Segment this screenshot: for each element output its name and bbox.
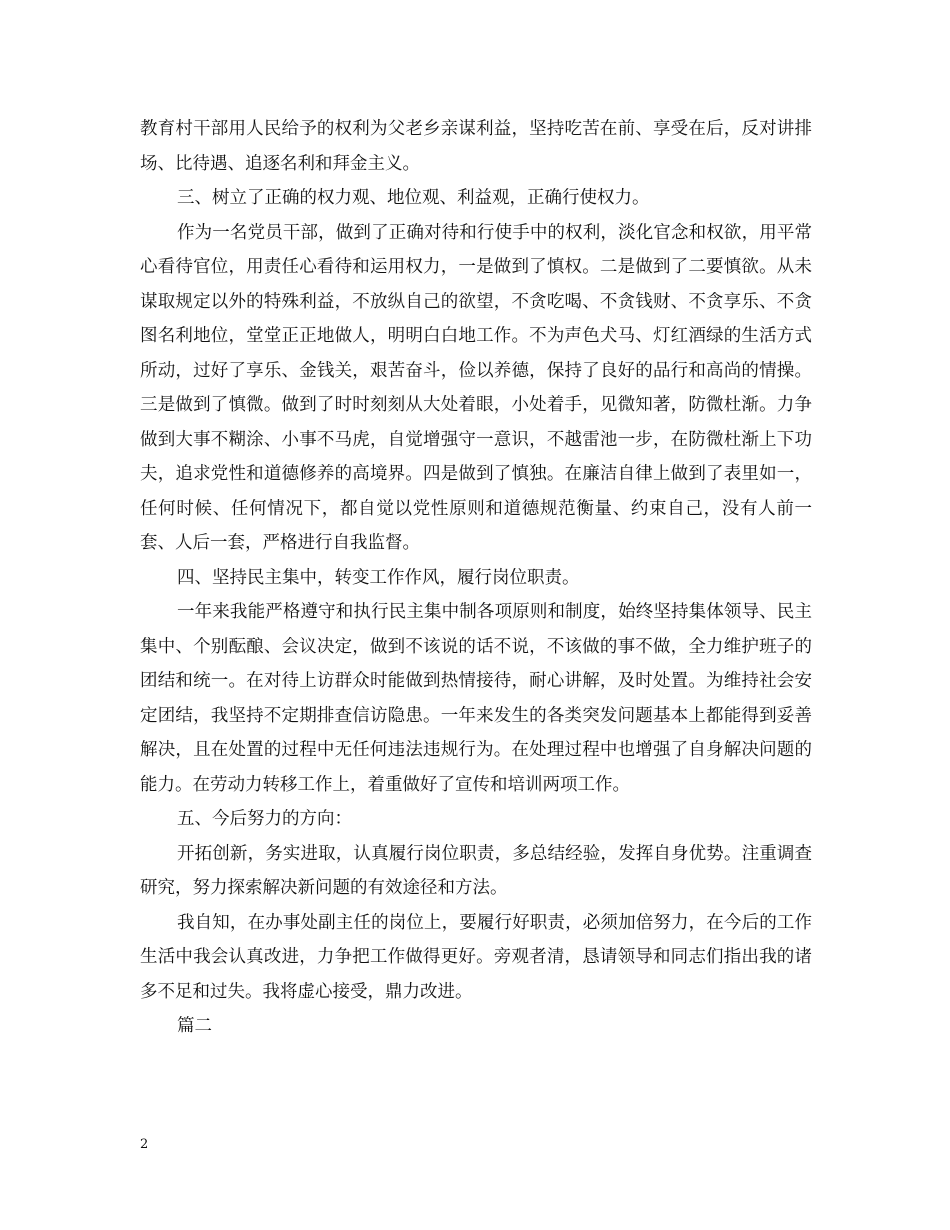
paragraph-section-3-body: 作为一名党员干部，做到了正确对待和行使手中的权利，淡化官念和权欲，用平常心看待官位，用责任心看待和运用权力，一是做到了慎权。二是做到了二要慎欲。从未谋取规定以外的特殊利益，不放纵自己的欲望，不贪吃喝、不贪钱财、不贪享乐、不贪图名利地位，堂堂正正地做人，明明白白地工作。不为声色犬马、灯红酒绿的生活方式所动，过好了享乐、金钱关，艰苦奋斗，俭以养德，保持了良好的品行和高尚的情操。三是做到了慎微。做到了时时刻刻从大处着眼，小处着手，见微知著，防微杜渐。力争做到大事不糊涂、小事不马虎，自觉增强守一意识，不越雷池一步，在防微杜渐上下功夫，追求党性和道德修养的高境界。四是做到了慎独。在廉洁自律上做到了表里如一，任何时候、任何情况下，都自觉以党性原则和道德规范衡量、约束自己，没有人前一套、人后一套，严格进行自我监督。 [140,222,812,553]
heading-section-5: 五、今后努力的方向： [177,809,352,829]
paragraph-section-4-body: 一年来我能严格遵守和执行民主集中制各项原则和制度，始终坚持集体领导、民主集中、个别酝酿、会议决定，做到不该说的话不说，不该做的事不做，全力维护班子的团结和统一。在对待上访群众时能做到热情接待，耐心讲解，及时处置。为维持社会安定团结，我坚持不定期排查信访隐患。一年来发生的各类突发问题基本上都能得到妥善解决，且在处置的过程中无任何违法违规行为。在处理过程中也增强了自身解决问题的能力。在劳动力转移工作上，着重做好了宣传和培训两项工作。 [140,602,812,795]
document-page [140,112,812,1044]
paragraph-closing: 我自知，在办事处副主任的岗位上，要履行好职责，必须加倍努力，在今后的工作生活中我会认真改进，力争把工作做得更好。旁观者清，恳请领导和同志们指出我的诸多不足和过失。我将虚心接受，鼎力改进。 [140,912,812,1002]
heading-part-two: 篇二 [177,1016,212,1036]
paragraph-section-5-body: 开拓创新，务实进取，认真履行岗位职责，多总结经验，发挥自身优势。注重调查研究，努力探索解决新问题的有效途径和方法。 [140,843,812,898]
heading-section-4: 四、坚持民主集中，转变工作作风，履行岗位职责。 [177,567,580,588]
page-number: 2 [140,1137,149,1152]
heading-section-3: 三、树立了正确的权力观、地位观、利益观，正确行使权力。 [177,188,650,208]
paragraph-1: 教育村干部用人民给予的权利为父老乡亲谋利益，坚持吃苦在前、享受在后，反对讲排场、比待遇、追逐名利和拜金主义。 [140,119,812,174]
